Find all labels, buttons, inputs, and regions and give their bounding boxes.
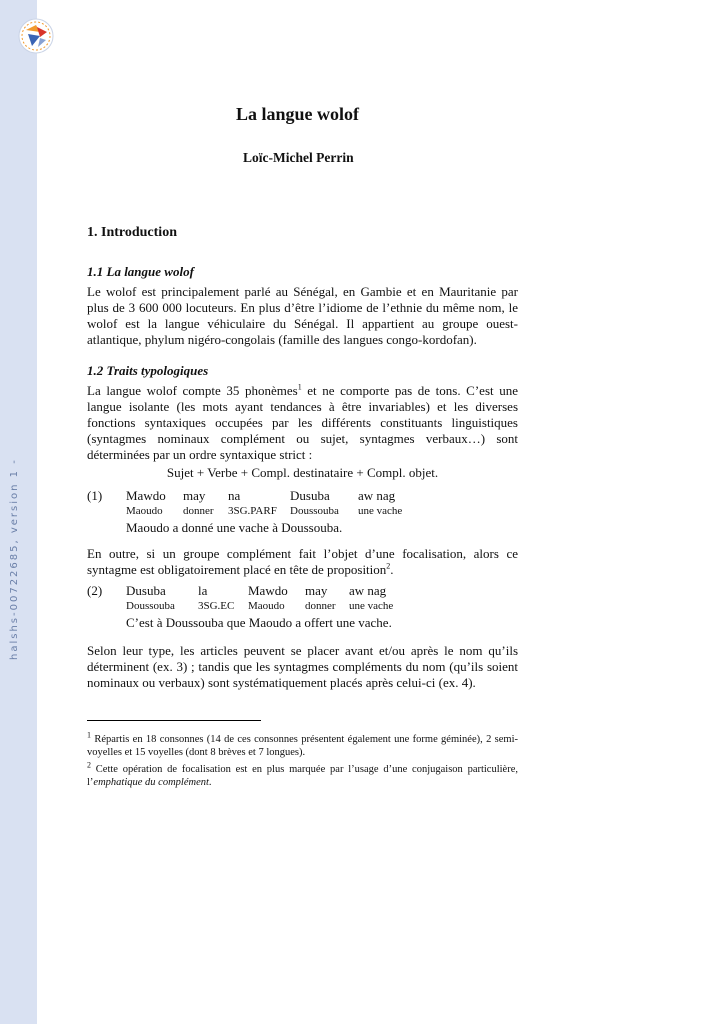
footnote-number: 2 — [87, 760, 91, 770]
example-gloss: une vache — [349, 600, 394, 612]
paragraph-langue-wolof: Le wolof est principalement parlé au Sénégal, en Gambie et en Mauritanie par plus de 3 600 000 locuteurs. En plus d’être l’idiome de l’ethnie du même nom, le wolof est la langue véhiculaire du Sénégal. Il appartient au groupe ouest-atlantique, phylum nigéro-congolais (famille des langues congo-kordofan). — [87, 284, 518, 347]
paper-author: Loïc-Michel Perrin — [243, 150, 354, 165]
example-gloss: Maoudo — [126, 505, 163, 517]
footnote-2 — [87, 760, 518, 789]
subsection-heading-langue: 1.1 La langue wolof — [87, 264, 194, 279]
example-number: (2) — [87, 583, 103, 598]
footnote-italic: emphatique du complément — [93, 777, 209, 788]
example-translation: C’est à Doussouba que Maoudo a offert une vache. — [126, 615, 392, 630]
conference-logo-icon — [18, 18, 54, 54]
example-word: Dusuba — [126, 583, 166, 598]
example-word: na — [228, 488, 241, 503]
example-word: may — [183, 488, 206, 503]
example-gloss: Maoudo — [248, 600, 285, 612]
example-word: la — [198, 583, 208, 598]
footnote-ref-1: 1 — [297, 382, 302, 392]
footnote-number: 1 — [87, 730, 91, 740]
example-translation: Maoudo a donné une vache à Doussouba. — [126, 520, 343, 535]
syntactic-order: Sujet + Verbe + Compl. destinataire + Compl. objet. — [166, 465, 439, 480]
example-gloss: une vache — [358, 505, 403, 517]
example-gloss: 3SG.EC — [198, 600, 235, 612]
example-word: aw nag — [349, 583, 387, 598]
footnote-text: Répartis en 18 consonnes (14 de ces consonnes présentent également une forme géminée), 2 semi-voyelles et 15 voyelles (dont 8 brèves et 7 longues). — [87, 734, 518, 758]
footnote-ref-2: 2 — [386, 561, 391, 571]
footnote-separator — [87, 720, 261, 721]
example-gloss: 3SG.PARF — [228, 505, 277, 517]
footnote-tail: . — [208, 777, 212, 788]
paragraph-traits — [87, 383, 518, 463]
example-gloss: Doussouba — [290, 505, 339, 517]
focus-text-b: . — [390, 562, 394, 577]
example-gloss: Doussouba — [126, 600, 175, 612]
paper-title: La langue wolof — [236, 104, 360, 124]
example-word: Mawdo — [248, 583, 288, 598]
section-heading-introduction: 1. Introduction — [87, 225, 177, 240]
traits-text-a: La langue wolof compte 35 phonèmes — [87, 383, 298, 398]
hal-identifier: halshs-00722685, version 1 - — [9, 458, 20, 660]
paragraph-focalisation — [87, 546, 518, 578]
footnote-1 — [87, 730, 518, 759]
focus-text-a: En outre, si un groupe complément fait l’objet d’une focalisation, alors ce syntagme est obligatoirement placé en tête de proposition — [87, 546, 518, 577]
side-strip — [0, 0, 37, 1024]
footnote-text: Cette opération de focalisation est en plus marquée par l’usage d’une conjugaison particulière, l’ — [87, 764, 518, 788]
subsection-heading-traits: 1.2 Traits typologiques — [87, 363, 209, 378]
example-gloss: donner — [305, 600, 336, 612]
example-number: (1) — [87, 488, 103, 503]
paragraph-articles: Selon leur type, les articles peuvent se placer avant et/ou après le nom qu’ils déterminent (ex. 3) ; tandis que les syntagmes compléments du nom (qu’ils soient nominaux ou verbaux) sont systématiquement placés après celui-ci (ex. 4). — [87, 643, 518, 690]
example-word: aw nag — [358, 488, 396, 503]
example-gloss: donner — [183, 505, 214, 517]
traits-text-b: et ne comporte pas de tons. C’est une langue isolante (les mots ayant tendances à être invariables) et les diverses fonctions syntaxiques occupées par les différents constituants linguistiques (syntagmes nominaux complément ou sujet, syntagmes verbaux…) sont déterminées par un ordre syntaxique strict : — [87, 383, 518, 462]
example-word: Mawdo — [126, 488, 166, 503]
example-word: may — [305, 583, 328, 598]
example-word: Dusuba — [290, 488, 330, 503]
